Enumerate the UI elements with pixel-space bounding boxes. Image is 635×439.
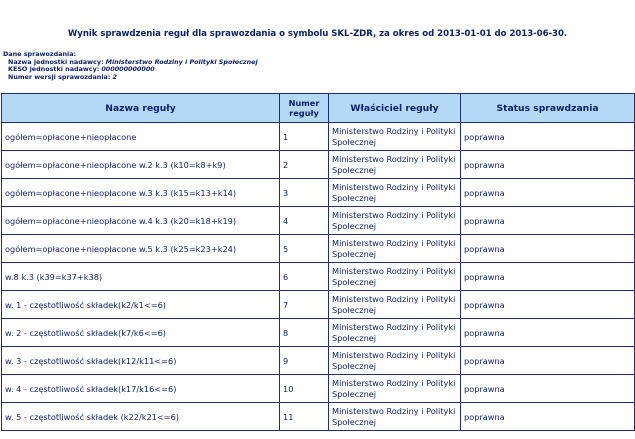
report-info-heading: Dane sprawozdania: bbox=[3, 50, 77, 58]
rule-name-cell: w. 5 - częstotliwość składek (k22/k21<=6) bbox=[2, 403, 280, 431]
page-title: Wynik sprawdzenia reguł dla sprawozdania o symbolu SKL-ZDR, za okres od 2013-01-01 do 2013-06-30. bbox=[67, 29, 568, 39]
col-header-rule-name: Nazwa reguły bbox=[2, 94, 280, 123]
rule-name-cell: ogółem=opłacone+nieopłacone w.2 k.3 (k10=k8+k9) bbox=[2, 151, 280, 179]
rule-owner-cell: Ministerstwo Rodziny i Polityki Społecznej bbox=[329, 207, 461, 235]
table-row bbox=[2, 123, 635, 151]
rule-number-cell: 10 bbox=[280, 375, 329, 403]
table-row bbox=[2, 291, 635, 319]
rule-number-cell: 9 bbox=[280, 347, 329, 375]
rule-status-cell: poprawna bbox=[461, 375, 635, 403]
rule-owner-cell: Ministerstwo Rodziny i Polityki Społecznej bbox=[329, 179, 461, 207]
rule-owner-cell: Ministerstwo Rodziny i Polityki Społecznej bbox=[329, 347, 461, 375]
version-label: Numer wersji sprawozdania: bbox=[8, 72, 111, 81]
version-value: 2 bbox=[112, 72, 117, 81]
rule-status-cell: poprawna bbox=[461, 291, 635, 319]
rule-name-cell: w. 4 - częstotliwość składek(k17/k16<=6) bbox=[2, 375, 280, 403]
col-header-rule-owner: Właściciel reguły bbox=[329, 94, 461, 123]
rule-number-cell: 4 bbox=[280, 207, 329, 235]
rule-owner-cell: Ministerstwo Rodziny i Polityki Społecznej bbox=[329, 263, 461, 291]
rule-status-cell: poprawna bbox=[461, 123, 635, 151]
rule-owner-cell: Ministerstwo Rodziny i Polityki Społecznej bbox=[329, 291, 461, 319]
table-row bbox=[2, 263, 635, 291]
rule-name-cell: w. 1 - częstotliwość składek(k2/k1<=6) bbox=[2, 291, 280, 319]
rule-name-cell: ogółem=opłacone+nieopłacone w.3 k.3 (k15=k13+k14) bbox=[2, 179, 280, 207]
table-row bbox=[2, 235, 635, 263]
rule-status-cell: poprawna bbox=[461, 263, 635, 291]
rule-number-cell: 5 bbox=[280, 235, 329, 263]
sender-name-value: Ministerstwo Rodziny i Polityki Społecznej bbox=[105, 57, 258, 66]
table-row bbox=[2, 403, 635, 431]
rule-owner-cell: Ministerstwo Rodziny i Polityki Społecznej bbox=[329, 375, 461, 403]
rule-number-cell: 7 bbox=[280, 291, 329, 319]
rule-name-cell: ogółem=opłacone+nieopłacone w.5 k.3 (k25=k23+k24) bbox=[2, 235, 280, 263]
rule-number-cell: 1 bbox=[280, 123, 329, 151]
rule-name-cell: ogółem=opłacone+nieopłacone w.4 k.3 (k20=k18+k19) bbox=[2, 207, 280, 235]
rule-number-cell: 2 bbox=[280, 151, 329, 179]
report-info bbox=[3, 51, 258, 81]
table-row bbox=[2, 151, 635, 179]
rules-table bbox=[1, 93, 635, 431]
rule-owner-cell: Ministerstwo Rodziny i Polityki Społecznej bbox=[329, 319, 461, 347]
rule-owner-cell: Ministerstwo Rodziny i Polityki Społecznej bbox=[329, 123, 461, 151]
rule-owner-cell: Ministerstwo Rodziny i Polityki Społecznej bbox=[329, 235, 461, 263]
rule-owner-cell: Ministerstwo Rodziny i Polityki Społecznej bbox=[329, 151, 461, 179]
keso-label: KESO jednostki nadawcy: bbox=[8, 65, 100, 74]
rule-owner-cell: Ministerstwo Rodziny i Polityki Społecznej bbox=[329, 403, 461, 431]
rule-number-cell: 11 bbox=[280, 403, 329, 431]
table-row bbox=[2, 347, 635, 375]
rule-name-cell: w.8 k.3 (k39=k37+k38) bbox=[2, 263, 280, 291]
rule-status-cell: poprawna bbox=[461, 151, 635, 179]
version-row bbox=[3, 74, 258, 82]
col-header-check-status: Status sprawdzania bbox=[461, 94, 635, 123]
table-row bbox=[2, 375, 635, 403]
rule-status-cell: poprawna bbox=[461, 179, 635, 207]
keso-value: 000000000000 bbox=[101, 65, 155, 74]
rule-name-cell: w. 2 - częstotliwość składek(k7/k6<=6) bbox=[2, 319, 280, 347]
table-row bbox=[2, 319, 635, 347]
table-row bbox=[2, 179, 635, 207]
table-row bbox=[2, 207, 635, 235]
rule-status-cell: poprawna bbox=[461, 319, 635, 347]
table-header-row bbox=[2, 94, 635, 123]
sender-name-label: Nazwa jednostki nadawcy: bbox=[8, 57, 104, 66]
rule-number-cell: 6 bbox=[280, 263, 329, 291]
rule-name-cell: w. 3 - częstotliwość składek(k12/k11<=6) bbox=[2, 347, 280, 375]
rule-number-cell: 8 bbox=[280, 319, 329, 347]
rule-number-cell: 3 bbox=[280, 179, 329, 207]
rule-status-cell: poprawna bbox=[461, 347, 635, 375]
rule-status-cell: poprawna bbox=[461, 403, 635, 431]
col-header-rule-number: Numer reguły bbox=[280, 94, 329, 123]
rule-name-cell: ogółem=opłacone+nieopłacone bbox=[2, 123, 280, 151]
rule-status-cell: poprawna bbox=[461, 207, 635, 235]
rule-status-cell: poprawna bbox=[461, 235, 635, 263]
